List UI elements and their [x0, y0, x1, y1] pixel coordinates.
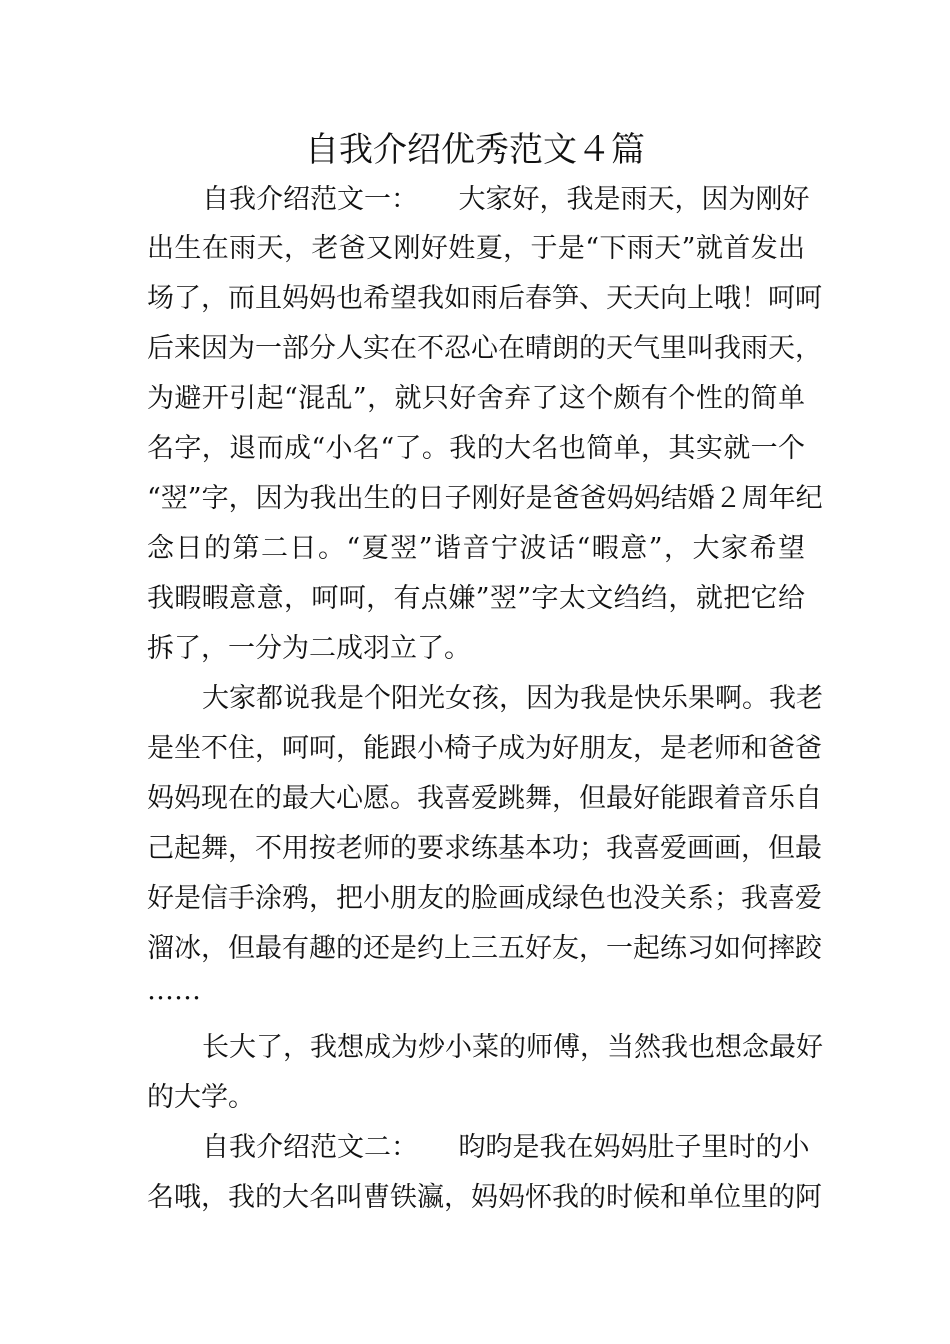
text-line: 是坐不住，呵呵，能跟小椅子成为好朋友，是老师和爸爸 — [147, 733, 822, 764]
text-line: 名字，退而成“小名“了。我的大名也简单，其实就一个 — [147, 433, 805, 464]
text-line: 念日的第二日。“夏翌”谐音宁波话“暇意”，大家希望 — [147, 533, 805, 564]
text-line: 自我介绍范文一： 大家好，我是雨天，因为刚好 — [202, 184, 810, 215]
text-line: 好是信手涂鸦，把小朋友的脸画成绿色也没关系；我喜爱 — [147, 883, 822, 914]
text-line: 大家都说我是个阳光女孩，因为我是快乐果啊。我老 — [202, 683, 823, 714]
text-line: 后来因为一部分人实在不忍心在晴朗的天气里叫我雨天， — [147, 333, 822, 364]
text-line: 拆了，一分为二成羽立了。 — [147, 633, 471, 664]
text-line: …… — [147, 975, 201, 1006]
text-line: 己起舞，不用按老师的要求练基本功；我喜爱画画，但最 — [147, 833, 822, 864]
text-line: 我暇暇意意，呵呵，有点嫌”翌”字太文绉绉，就把它给 — [147, 583, 805, 614]
text-line: “翌”字，因为我出生的日子刚好是爸爸妈妈结婚２周年纪 — [147, 483, 823, 514]
text-line: 自我介绍范文二： 昀昀是我在妈妈肚子里时的小 — [202, 1132, 810, 1163]
text-line: 出生在雨天，老爸又刚好姓夏，于是“下雨天”就首发出 — [147, 233, 805, 264]
text-line: 妈妈现在的最大心愿。我喜爱跳舞，但最好能跟着音乐自 — [147, 783, 822, 814]
text-line: 场了，而且妈妈也希望我如雨后春笋、天天向上哦！呵呵 — [147, 283, 822, 314]
text-line: 为避开引起“混乱”，就只好舍弃了这个颇有个性的简单 — [147, 383, 805, 414]
text-line: 长大了，我想成为炒小菜的师傅，当然我也想念最好 — [202, 1032, 823, 1063]
text-line: 名哦，我的大名叫曹铁瀛，妈妈怀我的时候和单位里的阿 — [147, 1182, 822, 1213]
document-title: 自我介绍优秀范文４篇 — [305, 130, 645, 170]
text-line: 的大学。 — [147, 1082, 255, 1113]
text-line: 溜冰，但最有趣的还是约上三五好友，一起练习如何摔跤 — [147, 933, 822, 964]
